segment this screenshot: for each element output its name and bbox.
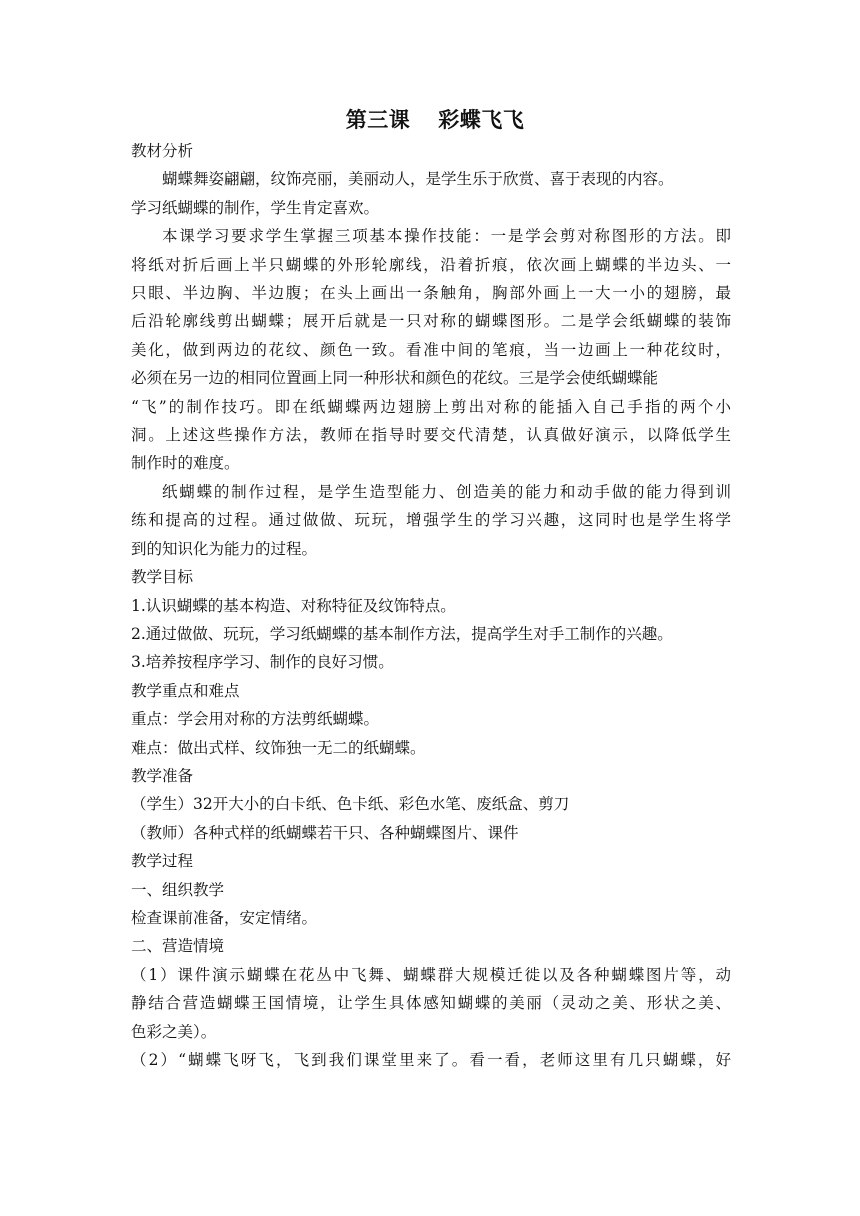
analysis-paragraph-2-line-9: 制作时的难度。 <box>131 454 240 473</box>
section-heading-keypoints: 教学重点和难点 <box>131 681 240 700</box>
prep-teacher-text: （教师）各种式样的纸蝴蝶若干只、各种蝴蝶图片、课件 <box>131 823 519 842</box>
section-heading-analysis: 教材分析 <box>131 142 194 160</box>
step-1-heading: 一、组织教学 <box>131 880 225 899</box>
section-heading-process: 教学过程 <box>131 852 194 871</box>
analysis-paragraph-3-line-3: 到的知识化为能力的过程。 <box>131 539 318 558</box>
goal-item-1: 1.认识蝴蝶的基本构造、对称特征及纹饰特点。 <box>131 596 456 615</box>
analysis-paragraph-1-line-1: 蝴蝶舞姿翩翩，纹饰亮丽，美丽动人，是学生乐于欣赏、喜于表现的内容。 <box>162 170 674 189</box>
step-2-heading: 二、营造情境 <box>131 937 225 956</box>
analysis-paragraph-2-line-7: “飞”的制作技巧。即在纸蝴蝶两边翅膀上剪出对称的能插入自己手指的两个小 <box>131 397 731 416</box>
step-2-paragraph-1-line-2: 静结合营造蝴蝶王国情境，让学生具体感知蝴蝶的美丽（灵动之美、形状之美、 <box>131 994 731 1013</box>
goal-item-3: 3.培养按程序学习、制作的良好习惯。 <box>131 653 394 672</box>
step-2-paragraph-2-line-1: （2）“蝴蝶飞呀飞，飞到我们课堂里来了。看一看，老师这里有几只蝴蝶，好 <box>131 1051 731 1069</box>
page-title <box>131 103 731 137</box>
step-2-paragraph-1-line-3: 色彩之美）。 <box>131 1022 217 1041</box>
difficulty-text: 难点：做出式样、纹饰独一无二的纸蝴蝶。 <box>131 738 426 757</box>
step-1-text: 检查课前准备，安定情绪。 <box>131 908 318 927</box>
step-2-paragraph-1-line-1: （1）课件演示蝴蝶在花丛中飞舞、蝴蝶群大规模迁徙以及各种蝴蝶图片等，动 <box>131 965 731 984</box>
analysis-paragraph-1-line-2: 学习纸蝴蝶的制作，学生肯定喜欢。 <box>131 198 380 217</box>
analysis-paragraph-2-line-6: 必须在另一边的相同位置画上同一种形状和颜色的花纹。三是学会使纸蝴蝶能 <box>131 369 659 388</box>
prep-student-text: （学生）32开大小的白卡纸、色卡纸、彩色水笔、废纸盒、剪刀 <box>131 795 570 814</box>
document-content <box>131 103 731 1074</box>
analysis-paragraph-3-line-1: 纸蝴蝶的制作过程，是学生造型能力、创造美的能力和动手做的能力得到训 <box>162 482 731 501</box>
analysis-paragraph-2-line-3: 只眼、半边胸、半边腹；在头上画出一条触角，胸部外画上一大一小的翅膀，最 <box>131 284 731 303</box>
keypoint-text: 重点：学会用对称的方法剪纸蝴蝶。 <box>131 710 380 729</box>
analysis-paragraph-2-line-8: 洞。上述这些操作方法，教师在指导时要交代清楚，认真做好演示，以降低学生 <box>131 426 731 445</box>
section-heading-goals: 教学目标 <box>131 568 194 587</box>
goal-item-2: 2.通过做做、玩玩，学习纸蝴蝶的基本制作方法，提高学生对手工制作的兴趣。 <box>131 624 673 643</box>
title-lesson-name: 彩蝶飞飞 <box>438 107 525 132</box>
analysis-paragraph-2-line-5: 美化，做到两边的花纹、颜色一致。看准中间的笔痕，当一边画上一种花纹时， <box>131 340 731 359</box>
analysis-paragraph-2-line-4: 后沿轮廓线剪出蝴蝶；展开后就是一只对称的蝴蝶图形。二是学会纸蝴蝶的装饰 <box>131 312 731 331</box>
analysis-paragraph-2-line-2: 将纸对折后画上半只蝴蝶的外形轮廓线，沿着折痕，依次画上蝴蝶的半边头、一 <box>131 255 731 274</box>
analysis-paragraph-3-line-2: 练和提高的过程。通过做做、玩玩，增强学生的学习兴趣，这同时也是学生将学 <box>131 511 731 530</box>
analysis-paragraph-2-line-1: 本课学习要求学生掌握三项基本操作技能：一是学会剪对称图形的方法。即 <box>162 227 731 246</box>
section-heading-preparation: 教学准备 <box>131 766 194 785</box>
title-lesson-number: 第三课 <box>345 107 411 132</box>
